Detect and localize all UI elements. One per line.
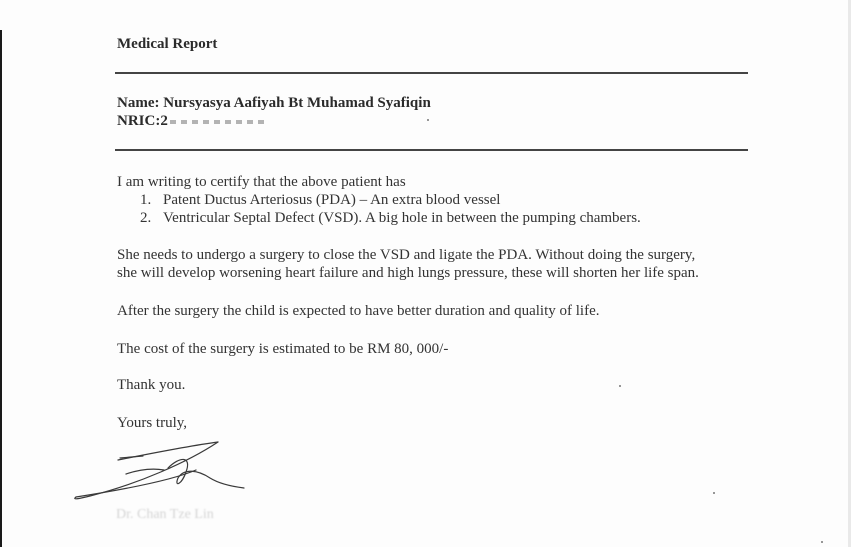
nric-label: NRIC:2 xyxy=(117,113,168,129)
report-title: Medical Report xyxy=(117,36,218,52)
thanks-line: Thank you. xyxy=(117,377,186,393)
surgery-need-paragraph xyxy=(117,246,699,282)
list-item-text: Ventricular Septal Defect (VSD). A big hole in between the pumping chambers. xyxy=(163,210,641,226)
paper-speck xyxy=(619,385,621,387)
paper-speck xyxy=(821,541,823,543)
header-divider xyxy=(115,149,748,151)
surgery-need-line-1: She needs to undergo a surgery to close the VSD and ligate the PDA. Without doing the surgery, xyxy=(117,247,696,263)
list-item-number: 2. xyxy=(140,210,152,226)
nric-redacted-digits xyxy=(170,120,265,124)
list-item xyxy=(140,191,641,209)
list-item-number: 1. xyxy=(140,192,152,208)
outcome-paragraph: After the surgery the child is expected to have better duration and quality of life. xyxy=(117,303,600,319)
intro-paragraph: I am writing to certify that the above patient has xyxy=(117,174,406,190)
paper-speck xyxy=(427,119,429,121)
closing-line: Yours truly, xyxy=(117,415,188,431)
paper-speck xyxy=(713,492,715,494)
surgery-need-line-2: she will develop worsening heart failure and high lungs pressure, these will shorten her life span. xyxy=(117,265,699,281)
list-item-text: Patent Ductus Arteriosus (PDA) – An extra blood vessel xyxy=(163,192,501,208)
page-left-edge xyxy=(0,30,2,547)
cost-paragraph: The cost of the surgery is estimated to be RM 80, 000/- xyxy=(117,341,449,357)
patient-nric xyxy=(117,113,265,130)
signature-icon xyxy=(68,434,258,509)
list-item xyxy=(140,209,641,227)
conditions-list xyxy=(140,191,641,227)
top-divider xyxy=(115,72,748,74)
doctor-name: Dr. Chan Tze Lin xyxy=(116,507,214,522)
patient-name: Name: Nursyasya Aafiyah Bt Muhamad Syafiqin xyxy=(117,95,431,111)
